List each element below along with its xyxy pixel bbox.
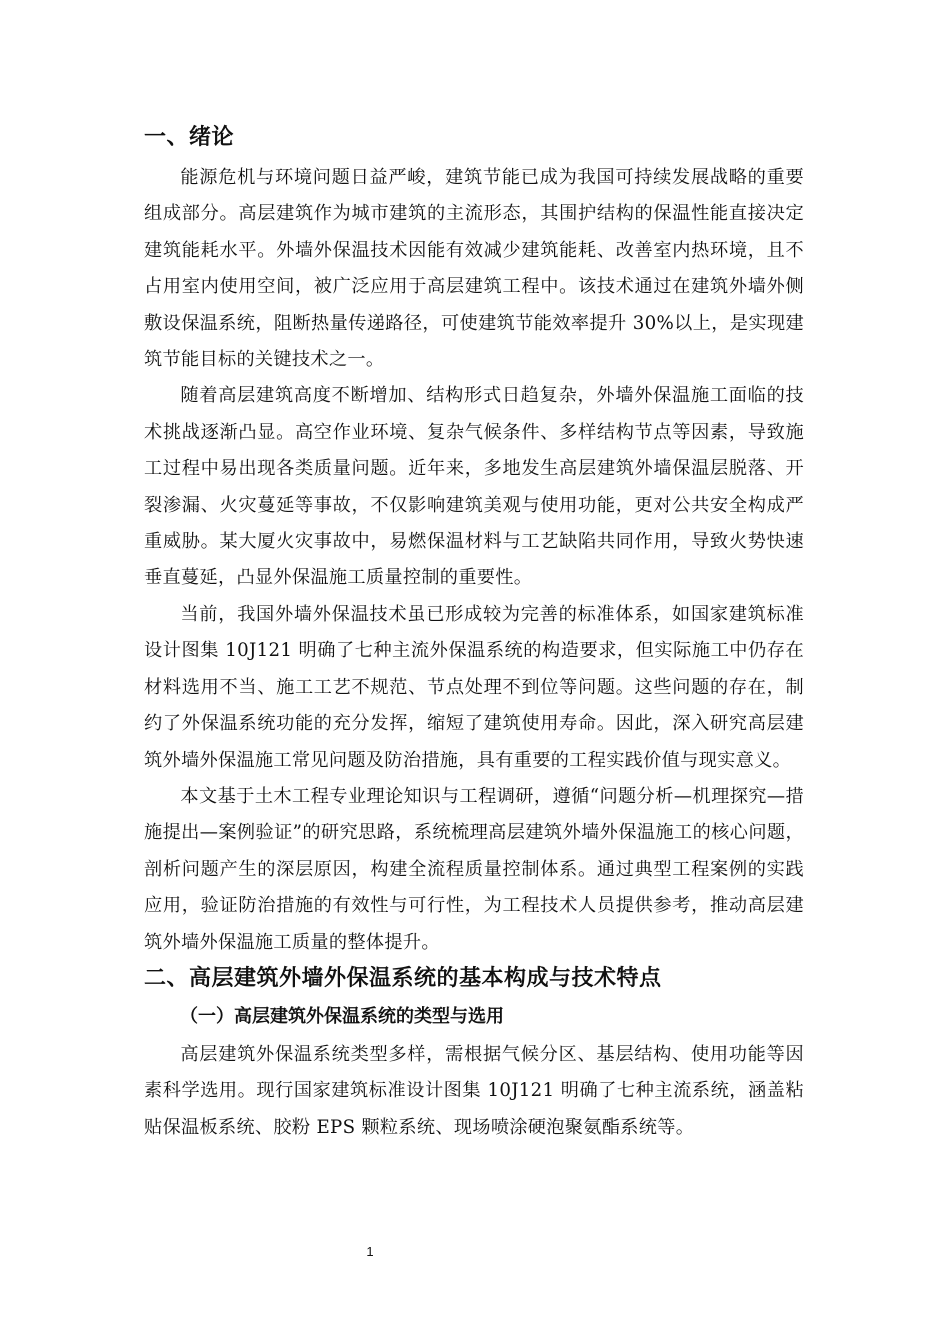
document-page bbox=[144, 120, 804, 1146]
paragraph: 高层建筑外保温系统类型多样，需根据气候分区、基层结构、使用功能等因素科学选用。现行国家建筑标准设计图集 10J121 明确了七种主流系统，涵盖粘贴保温板系统、胶粉 EPS 颗粒系统、现场喷涂硬泡聚氨酯系统等。 bbox=[144, 1043, 804, 1138]
page-number: 1 bbox=[366, 1244, 374, 1259]
paragraph: 随着高层建筑高度不断增加、结构形式日趋复杂，外墙外保温施工面临的技术挑战逐渐凸显。高空作业环境、复杂气候条件、多样结构节点等因素，导致施工过程中易出现各类质量问题。近年来，多地发生高层建筑外墙保温层脱落、开裂渗漏、火灾蔓延等事故，不仅影响建筑美观与使用功能，更对公共安全构成严重威胁。某大厦火灾事故中，易燃保温材料与工艺缺陷共同作用，导致火势快速垂直蔓延，凸显外保温施工质量控制的重要性。 bbox=[144, 385, 804, 589]
paragraph: 本文基于土木工程专业理论知识与工程调研，遵循“问题分析—机理探究—措施提出—案例验证”的研究思路，系统梳理高层建筑外墙外保温施工的核心问题，剖析问题产生的深层原因，构建全流程质量控制体系。通过典型工程案例的实践应用，验证防治措施的有效性与可行性，为工程技术人员提供参考，推动高层建筑外墙外保温施工质量的整体提升。 bbox=[144, 785, 804, 953]
paragraph: 当前，我国外墙外保温技术虽已形成较为完善的标准体系，如国家建筑标准设计图集 10J121 明确了七种主流外保温系统的构造要求，但实际施工中仍存在材料选用不当、施工工艺不规范、节点处理不到位等问题。这些问题的存在，制约了外保温系统功能的充分发挥，缩短了建筑使用寿命。因此，深入研究高层建筑外墙外保温施工常见问题及防治措施，具有重要的工程实践价值与现实意义。 bbox=[144, 603, 804, 771]
subsection-heading-system-types: （一）高层建筑外保温系统的类型与选用 bbox=[180, 1005, 504, 1027]
paragraph: 能源危机与环境问题日益严峻，建筑节能已成为我国可持续发展战略的重要组成部分。高层建筑作为城市建筑的主流形态，其围护结构的保温性能直接决定建筑能耗水平。外墙外保温技术因能有效减少建筑能耗、改善室内热环境，且不占用室内使用空间，被广泛应用于高层建筑工程中。该技术通过在建筑外墙外侧敷设保温系统，阻断热量传递路径，可使建筑节能效率提升 30%以上，是实现建筑节能目标的关键技术之一。 bbox=[144, 167, 804, 371]
section-heading-introduction: 一、绪论 bbox=[144, 125, 235, 150]
section-heading-system-composition: 二、高层建筑外墙外保温系统的基本构成与技术特点 bbox=[144, 965, 662, 991]
